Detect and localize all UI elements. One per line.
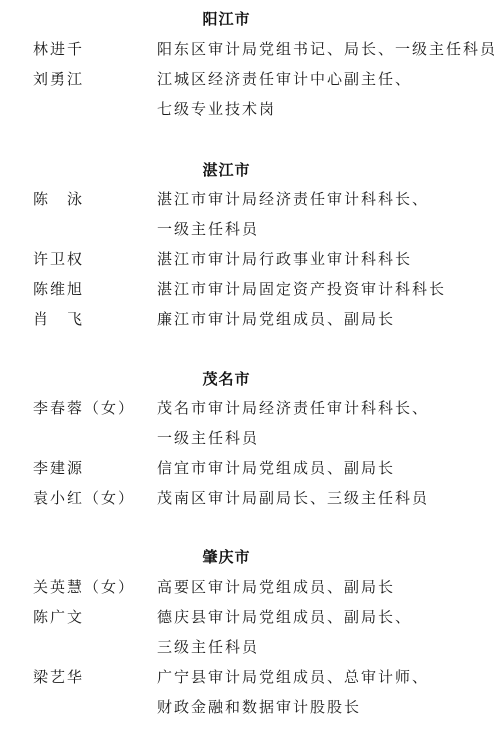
person-title-line: 高要区审计局党组成员、副局长 (157, 578, 396, 596)
person-name: 关英慧（女） (33, 578, 136, 596)
person-title-line: 江城区经济责任审计中心副主任、 (157, 70, 413, 88)
person-name: 李春蓉（女） (33, 399, 136, 417)
person-title-line: 三级主任科员 (157, 638, 260, 656)
person-name: 刘勇江 (33, 70, 85, 88)
person-title-line: 茂南区审计局副局长、三级主任科员 (157, 489, 430, 507)
person-name: 梁艺华 (33, 668, 85, 686)
city-heading: 阳江市 (202, 10, 251, 28)
person-name: 肖 飞 (33, 310, 85, 328)
person-title-line: 广宁县审计局党组成员、总审计师、 (157, 668, 430, 686)
person-title-line: 茂名市审计局经济责任审计科科长、 (157, 399, 430, 417)
person-title-line: 财政金融和数据审计股股长 (157, 698, 362, 716)
person-title-line: 一级主任科员 (157, 220, 260, 238)
person-title-line: 湛江市审计局固定资产投资审计科科长 (157, 280, 447, 298)
person-name: 许卫权 (33, 250, 85, 268)
person-title-line: 七级专业技术岗 (157, 100, 277, 118)
city-heading: 湛江市 (202, 161, 251, 179)
person-title-line: 阳东区审计局党组书记、局长、一级主任科员 (157, 40, 497, 58)
person-title-line: 德庆县审计局党组成员、副局长、 (157, 608, 413, 626)
person-name: 袁小红（女） (33, 489, 136, 507)
person-name: 陈维旭 (33, 280, 85, 298)
person-title-line: 湛江市审计局经济责任审计科科长、 (157, 190, 430, 208)
person-title-line: 信宜市审计局党组成员、副局长 (157, 459, 396, 477)
person-name: 陈 泳 (33, 190, 85, 208)
person-name: 林进千 (33, 40, 85, 58)
city-heading: 茂名市 (202, 370, 251, 388)
person-name: 李建源 (33, 459, 85, 477)
person-title-line: 廉江市审计局党组成员、副局长 (157, 310, 396, 328)
person-title-line: 湛江市审计局行政事业审计科科长 (157, 250, 413, 268)
person-title-line: 一级主任科员 (157, 429, 260, 447)
city-heading: 肇庆市 (202, 548, 251, 566)
person-name: 陈广文 (33, 608, 85, 626)
